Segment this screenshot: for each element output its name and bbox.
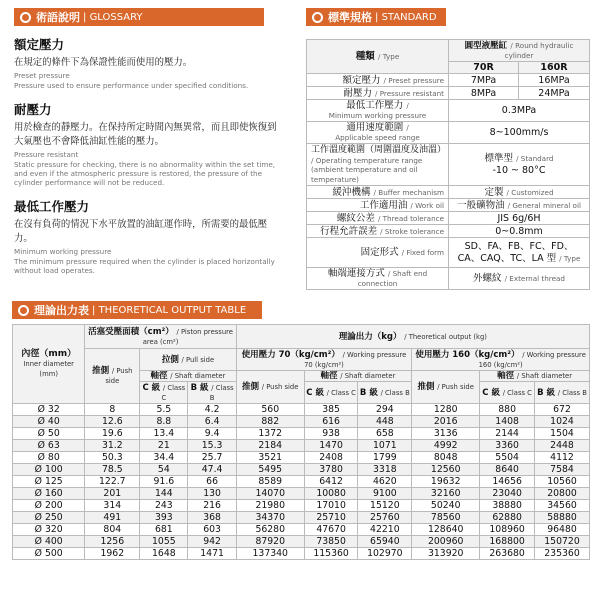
diameter-cell: Ø 32 <box>13 404 85 416</box>
value-cell: 115360 <box>304 548 358 560</box>
glossary-term-description: 在規定的條件下為保證性能而使用的壓力。 <box>14 57 193 68</box>
value-cell: 491 <box>85 512 140 524</box>
value-cell: 19632 <box>412 476 480 488</box>
value-cell: 8640 <box>480 464 535 476</box>
value-cell: 1071 <box>358 440 412 452</box>
gear-icon <box>312 12 323 23</box>
value-cell: 31.2 <box>85 440 140 452</box>
value-cell: 9100 <box>358 488 412 500</box>
pull-side-header: 拉側 / Pull side <box>140 349 237 371</box>
row-operating-temperature: 工作溫度範圍（周圍溫度及油溫） / Operating temperature range (ambient temperature and oil temperature) 標準型 / Standard -10 ~ 80°C <box>307 144 590 186</box>
glossary-header <box>14 8 264 26</box>
value-cell: 8589 <box>236 476 304 488</box>
value-cell: 216 <box>188 500 236 512</box>
value-cell: 34560 <box>535 500 590 512</box>
table-row <box>13 500 590 512</box>
value-cell: 13.4 <box>140 428 188 440</box>
value-cell: 2144 <box>480 428 535 440</box>
glossary-term-description: 在沒有負荷的情況下水平放置的油缸運作時，所需要的最低壓力。 <box>14 218 268 244</box>
value-cell: 4112 <box>535 452 590 464</box>
value-cell: 96480 <box>535 524 590 536</box>
glossary-section <box>14 8 284 276</box>
value-cell: 47670 <box>304 524 358 536</box>
value-cell: 1024 <box>535 416 590 428</box>
value-cell: 108960 <box>480 524 535 536</box>
value-cell: 9.4 <box>188 428 236 440</box>
table-row <box>13 428 590 440</box>
value-cell: 12560 <box>412 464 480 476</box>
value-cell: 54 <box>140 464 188 476</box>
glossary-term-title: 耐壓力 <box>14 101 52 117</box>
diameter-cell: Ø 250 <box>13 512 85 524</box>
value-cell: 34370 <box>236 512 304 524</box>
diameter-cell: Ø 320 <box>13 524 85 536</box>
value-cell: 50240 <box>412 500 480 512</box>
shaft-diameter-70-header: 軸徑 / Shaft diameter <box>304 371 411 382</box>
diameter-cell: Ø 200 <box>13 500 85 512</box>
value-cell: 78560 <box>412 512 480 524</box>
value-cell: 3318 <box>358 464 412 476</box>
value-cell: 128640 <box>412 524 480 536</box>
value-cell: 603 <box>188 524 236 536</box>
value-cell: 15120 <box>358 500 412 512</box>
gear-icon <box>18 305 29 316</box>
value-cell: 25.7 <box>188 452 236 464</box>
value-cell: 3521 <box>236 452 304 464</box>
value-cell: 10560 <box>535 476 590 488</box>
table-row <box>13 548 590 560</box>
value-cell: 20800 <box>535 488 590 500</box>
value-cell: 47.4 <box>188 464 236 476</box>
value-cell: 3136 <box>412 428 480 440</box>
value-cell: 2448 <box>535 440 590 452</box>
value-cell: 6412 <box>304 476 358 488</box>
value-cell: 672 <box>535 404 590 416</box>
value-cell: 32160 <box>412 488 480 500</box>
shaft-diameter-header: 軸徑 / Shaft diameter <box>140 371 237 382</box>
glossary-term-en-description: Pressure used to ensure performance under specified conditions. <box>14 81 249 91</box>
table-row <box>13 488 590 500</box>
value-cell: 58880 <box>535 512 590 524</box>
value-cell: 21 <box>140 440 188 452</box>
value-cell: 102970 <box>358 548 412 560</box>
push-side-header: 推側 / Push side <box>85 349 140 404</box>
value-cell: 14656 <box>480 476 535 488</box>
value-cell: 168800 <box>480 536 535 548</box>
value-cell: 804 <box>85 524 140 536</box>
value-cell: 137340 <box>236 548 304 560</box>
value-cell: 263680 <box>480 548 535 560</box>
table-row <box>13 404 590 416</box>
value-cell: 56280 <box>236 524 304 536</box>
value-cell: 4.2 <box>188 404 236 416</box>
piston-area-header: 活塞受壓面積（cm²） / Piston pressure area (cm²) <box>85 325 236 349</box>
standard-header-zh: 標準規格 <box>328 11 372 24</box>
standard-header-en: | STANDARD <box>375 11 437 23</box>
gear-icon <box>20 12 31 23</box>
value-cell: 25710 <box>304 512 358 524</box>
glossary-term-en: Minimum working pressure <box>14 246 112 256</box>
diameter-cell: Ø 160 <box>13 488 85 500</box>
col-70r: 70R <box>449 62 519 74</box>
row-speed-range: 適用速度範圍 / Applicable speed range 8~100mm/s <box>307 122 590 144</box>
working-pressure-70-header: 使用壓力 70（kg/cm²） / Working pressure 70 (kg/cm²) <box>236 349 411 371</box>
class-b-70-header: B 級 / Class B <box>358 382 412 404</box>
value-cell: 19.6 <box>85 428 140 440</box>
value-cell: 1962 <box>85 548 140 560</box>
value-cell: 5504 <box>480 452 535 464</box>
push-side-160-header: 推側 / Push side <box>412 371 480 404</box>
output-header-en: | THEORETICAL OUTPUT TABLE <box>92 304 247 316</box>
glossary-term-en: Pressure resistant <box>14 149 79 159</box>
standard-header <box>306 8 446 26</box>
value-cell: 62880 <box>480 512 535 524</box>
row-fixed-form: 固定形式 / Fixed form SD、FA、FB、FC、FD、 CA、CAQ、TC、LA 型 / Type <box>307 238 590 268</box>
value-cell: 1648 <box>140 548 188 560</box>
row-preset-pressure: 額定壓力 / Preset pressure 7MPa 16MPa <box>307 74 590 87</box>
cylinder-header: 圓型液壓缸 / Round hydraulic cylinder <box>449 40 590 62</box>
value-cell: 12.6 <box>85 416 140 428</box>
table-row <box>13 512 590 524</box>
diameter-cell: Ø 500 <box>13 548 85 560</box>
value-cell: 4620 <box>358 476 412 488</box>
row-buffer-mechanism: 緩沖機構 / Buffer mechanism 定製 / Customized <box>307 186 590 199</box>
value-cell: 2184 <box>236 440 304 452</box>
value-cell: 1280 <box>412 404 480 416</box>
table-row <box>13 536 590 548</box>
working-pressure-160-header: 使用壓力 160（kg/cm²） / Working pressure 160 (kg/cm²) <box>412 349 590 371</box>
table-row <box>13 416 590 428</box>
row-minimum-pressure: 最低工作壓力 / Minimum working pressure 0.3MPa <box>307 100 590 122</box>
glossary-term-title: 最低工作壓力 <box>14 198 90 214</box>
value-cell: 1408 <box>480 416 535 428</box>
glossary-header-zh: 術語說明 <box>36 11 80 24</box>
value-cell: 10080 <box>304 488 358 500</box>
glossary-term-en-description: The minimum pressure required when the cylinder is placed horizontally without load operates. <box>14 257 275 276</box>
table-row <box>13 524 590 536</box>
value-cell: 1799 <box>358 452 412 464</box>
diameter-cell: Ø 80 <box>13 452 85 464</box>
value-cell: 243 <box>140 500 188 512</box>
value-cell: 938 <box>304 428 358 440</box>
value-cell: 66 <box>188 476 236 488</box>
value-cell: 7584 <box>535 464 590 476</box>
table-row <box>13 476 590 488</box>
value-cell: 313920 <box>412 548 480 560</box>
value-cell: 38880 <box>480 500 535 512</box>
value-cell: 5495 <box>236 464 304 476</box>
inner-diameter-header: 內徑（mm） Inner diameter (mm) <box>13 325 85 404</box>
value-cell: 21980 <box>236 500 304 512</box>
value-cell: 201 <box>85 488 140 500</box>
value-cell: 73850 <box>304 536 358 548</box>
push-side-70-header: 推側 / Push side <box>236 371 304 404</box>
output-table-body <box>13 404 590 560</box>
value-cell: 942 <box>188 536 236 548</box>
col-160r: 160R <box>519 62 590 74</box>
diameter-cell: Ø 40 <box>13 416 85 428</box>
value-cell: 65940 <box>358 536 412 548</box>
value-cell: 144 <box>140 488 188 500</box>
value-cell: 616 <box>304 416 358 428</box>
glossary-item <box>14 102 284 188</box>
class-c-70-header: C 級 / Class C <box>304 382 358 404</box>
value-cell: 34.4 <box>140 452 188 464</box>
output-header <box>12 301 262 319</box>
value-cell: 235360 <box>535 548 590 560</box>
shaft-diameter-160-header: 軸徑 / Shaft diameter <box>480 371 590 382</box>
class-b-160-header: B 級 / Class B <box>535 382 590 404</box>
table-row <box>13 452 590 464</box>
row-work-oil: 工作適用油 / Work oil 一般礦物油 / General mineral oil <box>307 199 590 212</box>
value-cell: 1471 <box>188 548 236 560</box>
value-cell: 87920 <box>236 536 304 548</box>
value-cell: 8.8 <box>140 416 188 428</box>
value-cell: 14070 <box>236 488 304 500</box>
diameter-cell: Ø 63 <box>13 440 85 452</box>
value-cell: 560 <box>236 404 304 416</box>
value-cell: 658 <box>358 428 412 440</box>
value-cell: 385 <box>304 404 358 416</box>
output-table <box>12 324 590 560</box>
glossary-term-en: Preset pressure <box>14 71 70 80</box>
value-cell: 681 <box>140 524 188 536</box>
glossary-term-en-description: Static pressure for checking, there is no abnormality within the set time, and even if the atmospheric pressure is restored, the pressure of the cylinder performance will not be reduced. <box>14 159 276 188</box>
type-header: 種類 / Type <box>307 40 449 74</box>
glossary-item <box>14 37 284 91</box>
value-cell: 294 <box>358 404 412 416</box>
glossary-header-en: | GLOSSARY <box>83 11 143 23</box>
diameter-cell: Ø 400 <box>13 536 85 548</box>
table-row <box>13 464 590 476</box>
value-cell: 1504 <box>535 428 590 440</box>
output-section <box>12 301 590 560</box>
output-header-zh: 理論出力表 <box>34 304 89 317</box>
glossary-term-title: 額定壓力 <box>14 37 65 52</box>
table-row <box>13 440 590 452</box>
value-cell: 1055 <box>140 536 188 548</box>
value-cell: 3360 <box>480 440 535 452</box>
value-cell: 1470 <box>304 440 358 452</box>
value-cell: 2016 <box>412 416 480 428</box>
value-cell: 882 <box>236 416 304 428</box>
value-cell: 6.4 <box>188 416 236 428</box>
value-cell: 448 <box>358 416 412 428</box>
row-pressure-resistant: 耐壓力 / Pressure resistant 8MPa 24MPa <box>307 87 590 100</box>
value-cell: 4992 <box>412 440 480 452</box>
standard-table <box>306 39 590 290</box>
theoretical-output-header: 理論出力（kg） / Theoretical output (kg) <box>236 325 589 349</box>
diameter-cell: Ø 50 <box>13 428 85 440</box>
value-cell: 17010 <box>304 500 358 512</box>
value-cell: 150720 <box>535 536 590 548</box>
value-cell: 368 <box>188 512 236 524</box>
value-cell: 91.6 <box>140 476 188 488</box>
value-cell: 2408 <box>304 452 358 464</box>
value-cell: 393 <box>140 512 188 524</box>
value-cell: 1256 <box>85 536 140 548</box>
value-cell: 314 <box>85 500 140 512</box>
class-c-header: C 級 / Class C <box>140 382 188 404</box>
value-cell: 8048 <box>412 452 480 464</box>
glossary-item <box>14 199 284 276</box>
standard-section <box>306 8 589 290</box>
value-cell: 130 <box>188 488 236 500</box>
value-cell: 880 <box>480 404 535 416</box>
row-shaft-end-connection: 軸端連接方式 / Shaft end connection 外螺紋 / External thread <box>307 268 590 290</box>
glossary-term-description: 用於檢查的靜壓力。在保持所定時間內無異常，而且即使恢復到大氣壓也不會降低油缸性能的壓力。 <box>14 121 277 147</box>
row-stroke-tolerance: 行程允許誤差 / Stroke tolerance 0~0.8mm <box>307 225 590 238</box>
diameter-cell: Ø 100 <box>13 464 85 476</box>
class-b-header: B 級 / Class B <box>188 382 236 404</box>
value-cell: 8 <box>85 404 140 416</box>
value-cell: 23040 <box>480 488 535 500</box>
value-cell: 42210 <box>358 524 412 536</box>
value-cell: 25760 <box>358 512 412 524</box>
value-cell: 5.5 <box>140 404 188 416</box>
value-cell: 122.7 <box>85 476 140 488</box>
value-cell: 1372 <box>236 428 304 440</box>
value-cell: 15.3 <box>188 440 236 452</box>
value-cell: 3780 <box>304 464 358 476</box>
class-c-160-header: C 級 / Class C <box>480 382 535 404</box>
diameter-cell: Ø 125 <box>13 476 85 488</box>
value-cell: 200960 <box>412 536 480 548</box>
value-cell: 78.5 <box>85 464 140 476</box>
value-cell: 50.3 <box>85 452 140 464</box>
row-thread-tolerance: 螺紋公差 / Thread tolerance JIS 6g/6H <box>307 212 590 225</box>
